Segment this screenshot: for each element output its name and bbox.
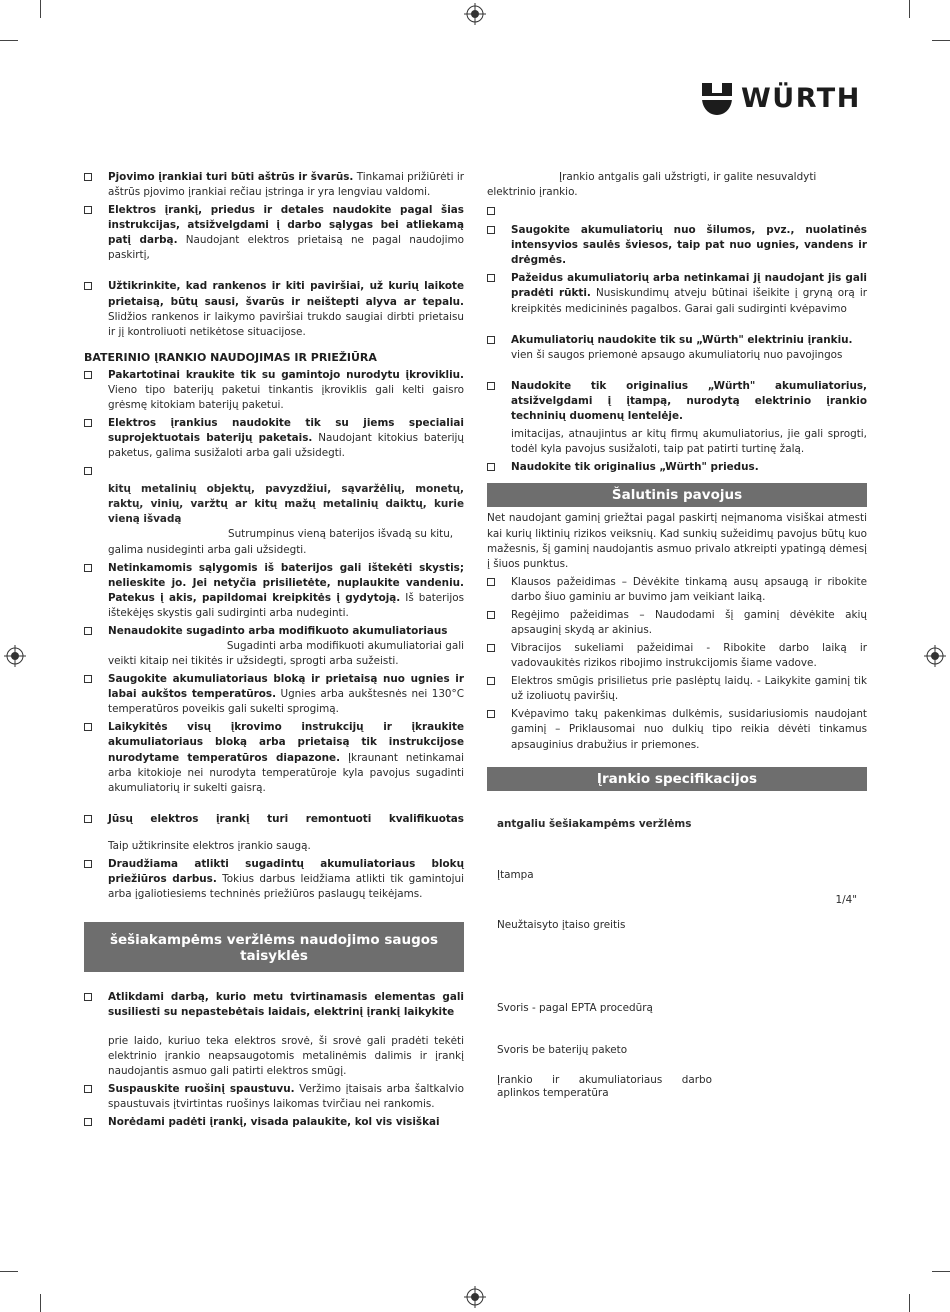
crop-mark [40, 0, 41, 18]
residual-intro: Net naudojant gaminį griežtai pagal paskirtį neįmanoma visiškai atmesti kai kurių liktinių rizikos veiksnių. Kad sunkių sužeidimų pavojus būtų kuo mažesnis, šį gaminį naudojantis asmuo privalo atkreipti ypatingą dėmesį į šiuos punktus. [487, 512, 867, 570]
checkbox-square-icon [84, 815, 92, 823]
paragraph-continuation: Įrankio antgalis gali užstrigti, ir galite nesuvaldyti elektrinio įrankio. [487, 171, 817, 199]
section-band-specifications: Įrankio specifikacijos [487, 767, 867, 791]
wurth-logo-icon [701, 82, 733, 116]
list-item-continuation: imitacijas, atnaujintus ar kitų firmų akumuliatorius, jie gali sprogti, todėl kyla pavojus susižaloti, taip pat patirti turtinę žalą. [511, 428, 867, 456]
checkbox-square-icon [487, 644, 495, 652]
checkbox-square-icon [487, 710, 495, 718]
crop-mark [909, 1294, 910, 1312]
section-band-hex-nut-safety: šešiakampėms veržlėms naudojimo saugos taisyklės [84, 922, 464, 971]
list-item: Pažeidus akumuliatorių arba netinkamai jį naudojant jis gali pradėti rūkti. Nusiskundimų atveju būtinai išeikite į gryną orą ir kreipkitės medicininės pagalbos. Garai gali sudirginti kvėpavimo [487, 271, 867, 316]
checkbox-square-icon [84, 371, 92, 379]
crop-mark [0, 40, 18, 41]
registration-mark-top [464, 3, 486, 25]
crop-mark [932, 40, 950, 41]
list-item: Atlikdami darbą, kurio metu tvirtinamasis elementas gali susiliesti su nepastebėtais laidais, elektrinį įrankį laikykite [84, 990, 464, 1020]
list-item-empty [84, 464, 464, 479]
checkbox-square-icon [487, 677, 495, 685]
checkbox-square-icon [84, 419, 92, 427]
list-item: Akumuliatorių naudokite tik su „Würth" elektriniu įrankiu. vien ši saugos priemonė apsaugo akumuliatorių nuo pavojingos [487, 333, 867, 363]
list-item-empty [487, 204, 867, 220]
checkbox-square-icon [487, 611, 495, 619]
brand-logo [701, 82, 861, 116]
list-item: Elektros smūgis prisilietus prie paslėptų laidų. - Laikykite gaminį tik už izoliuotų paviršių. [487, 674, 867, 704]
spec-voltage-label: Įtampa [497, 868, 534, 881]
list-item: Norėdami padėti įrankį, visada palaukite, kol vis visiškai [84, 1115, 464, 1130]
list-item: Netinkamomis sąlygomis iš baterijos gali ištekėti skystis; nelieskite jo. Jei netyčia prisilietėte, nuplaukite vandeniu. Patekus į akis, papildomai kreipkitės į gydytoją. Iš baterijos ištekėjęs skystis gali sudirginti arba nudeginti. [84, 561, 464, 621]
list-item: Klausos pažeidimas – Dėvėkite tinkamą ausų apsaugą ir ribokite darbo šiuo gaminiu ar buvimo jam veikiant laiką. [487, 575, 867, 605]
checkbox-square-icon [487, 274, 495, 282]
list-item: Kvėpavimo takų pakenkimas dulkėmis, susidariusiomis naudojant gaminį – Priklausomai nuo dulkių tipo reikia dėvėti tinkamus apsauginius drabužius ir priemones. [487, 707, 867, 752]
brand-logo-text: WÜRTH [741, 83, 861, 115]
list-item: Elektros įrankį, priedus ir detales naudokite pagal šias instrukcijas, atsižvelgdami į darbo sąlygas bei atliekamą patį darbą. Naudojant elektros prietaisą ne pagal naudojimo paskirtį, [84, 203, 464, 263]
list-item: Jūsų elektros įrankį turi remontuoti kvalifikuotas [84, 812, 464, 827]
checkbox-square-icon [487, 226, 495, 234]
crop-mark [909, 0, 910, 18]
checkbox-square-icon [84, 1085, 92, 1093]
list-item: Pjovimo įrankiai turi būti aštrūs ir švarūs. Tinkamai prižiūrėti ir aštrūs pjovimo įrankiai rečiau įstringa ir yra lengviau valdomi. [84, 170, 464, 200]
registration-mark-bottom [464, 1286, 486, 1308]
list-item: Regėjimo pažeidimas – Naudodami šį gaminį dėvėkite akių apsauginį skydą ar akinius. [487, 608, 867, 638]
checkbox-square-icon [84, 723, 92, 731]
list-item-continuation: prie laido, kuriuo teka elektros srovė, ši srovė gali pradėti tekėti elektrinio įrankio neapsaugotomis metalinėmis dalimis ir įrankį naudojantis asmuo gali patirti elektros smūgį. [108, 1034, 464, 1077]
checkbox-square-icon [84, 1118, 92, 1126]
list-item: Naudokite tik originalius „Würth" akumuliatorius, atsižvelgdami į įtampą, nurodytą elektrinio įrankio techninių duomenų lentelėje. [487, 379, 867, 424]
crop-mark [0, 1271, 18, 1272]
left-column [84, 170, 464, 1133]
checkbox-square-icon [487, 578, 495, 586]
spec-weight-epta-label: Svoris - pagal EPTA procedūrą [497, 1002, 653, 1015]
list-item: Laikykitės visų įkrovimo instrukcijų ir įkraukite akumuliatoriaus bloką arba prietaisą tik instrukcijose nurodytame temperatūros diapazone. Įkraunant netinkamai arba kitokioje nei nurodyta temperatūroje kyla pavojus sugadinti akumuliatorių ir sukelti gaisrą. [84, 720, 464, 795]
list-item: Pakartotinai kraukite tik su gamintojo nurodytu įkrovikliu. Vieno tipo baterijų paketui tinkantis įkroviklis gali kelti gaisro grėsmę kitokiam baterijų paketui. [84, 368, 464, 413]
spec-drive-value: 1/4" [835, 893, 857, 906]
checkbox-square-icon [487, 336, 495, 344]
list-item-continuation: kitų metalinių objektų, pavyzdžiui, sąvaržėlių, monetų, raktų, vinių, varžtų ar kitų mažų metalinių daiktų, kurie vieną išvadą Sutrumpinus vieną baterijos išvadą su kitu, galima nusideginti arba gali užsidegti. [108, 483, 464, 556]
registration-mark-left [4, 645, 26, 667]
registration-mark-right [924, 645, 946, 667]
spec-weight-no-battery-label: Svoris be baterijų paketo [497, 1044, 628, 1057]
checkbox-square-icon [84, 282, 92, 290]
checkbox-square-icon [84, 173, 92, 181]
list-item: Užtikrinkite, kad rankenos ir kiti paviršiai, už kurių laikote prietaisą, būtų sausi, švarūs ir neištepti alyva ar tepalu. Slidžios rankenos ir laikymo paviršiai trukdo saugiai dirbti prietaisu ir jį kontroliuoti netikėtose situacijose. [84, 279, 464, 339]
spec-temperature-label-2: aplinkos temperatūra [497, 1087, 609, 1100]
list-item: Nenaudokite sugadinto arba modifikuoto akumuliatoriaus Sugadinti arba modifikuoti akumuliatoriai gali veikti kitaip nei tikitės ir užsidegti, sprogti arba sužeisti. [84, 624, 464, 669]
spec-temperature-label: Įrankio ir akumuliatoriaus darbo [497, 1074, 712, 1087]
crop-mark [40, 1294, 41, 1312]
spec-speed-label: Neužtaisyto įtaiso greitis [497, 919, 626, 932]
checkbox-square-icon [84, 564, 92, 572]
list-item: Saugokite akumuliatoriaus bloką ir prietaisą nuo ugnies ir labai aukštos temperatūros. Ugnies arba aukštesnės nei 130°C temperatūros poveikis gali sukelti sprogimą. [84, 672, 464, 717]
checkbox-square-icon [84, 467, 92, 475]
crop-mark [932, 1271, 950, 1272]
checkbox-square-icon [487, 463, 495, 471]
checkbox-square-icon [84, 993, 92, 1001]
list-item-continuation: Taip užtikrinsite elektros įrankio saugą. [108, 839, 311, 852]
checkbox-square-icon [84, 206, 92, 214]
list-item: Saugokite akumuliatorių nuo šilumos, pvz., nuolatinės intensyvios saulės šviesos, taip pat nuo ugnies, vandens ir drėgmės. [487, 223, 867, 268]
list-item: Vibracijos sukeliami pažeidimai - Ribokite darbo laiką ir vadovaukitės rizikos ribojimo instrukcijomis šiame vadove. [487, 641, 867, 671]
checkbox-square-icon [487, 382, 495, 390]
list-item: Naudokite tik originalius „Würth" priedus. [487, 460, 867, 475]
list-item: Elektros įrankius naudokite tik su jiems specialiai suprojektuotais baterijų paketais. Naudojant kitokius baterijų paketus, galima susižaloti arba gali užsidegti. [84, 416, 464, 461]
checkbox-square-icon [84, 627, 92, 635]
list-item: Suspauskite ruošinį spaustuvu. Veržimo įtaisais arba šaltkalvio spaustuvais įtvirtintas ruošinys laikomas tvirčiau nei rankomis. [84, 1082, 464, 1112]
checkbox-square-icon [84, 860, 92, 868]
spec-tool-name: antgaliu šešiakampėms veržlėms [497, 817, 692, 830]
section-heading-battery: BATERINIO ĮRANKIO NAUDOJIMAS IR PRIEŽIŪRA [84, 350, 377, 364]
checkbox-square-icon [84, 675, 92, 683]
checkbox-square-icon [487, 207, 495, 215]
section-band-residual-risk: Šalutinis pavojus [487, 483, 867, 507]
list-item: Draudžiama atlikti sugadintų akumuliatoriaus blokų priežiūros darbus. Tokius darbus leidžiama atlikti tik gamintojui arba įgaliotiesiems techninės priežiūros paslaugų teikėjams. [84, 857, 464, 902]
right-column [487, 170, 867, 1100]
